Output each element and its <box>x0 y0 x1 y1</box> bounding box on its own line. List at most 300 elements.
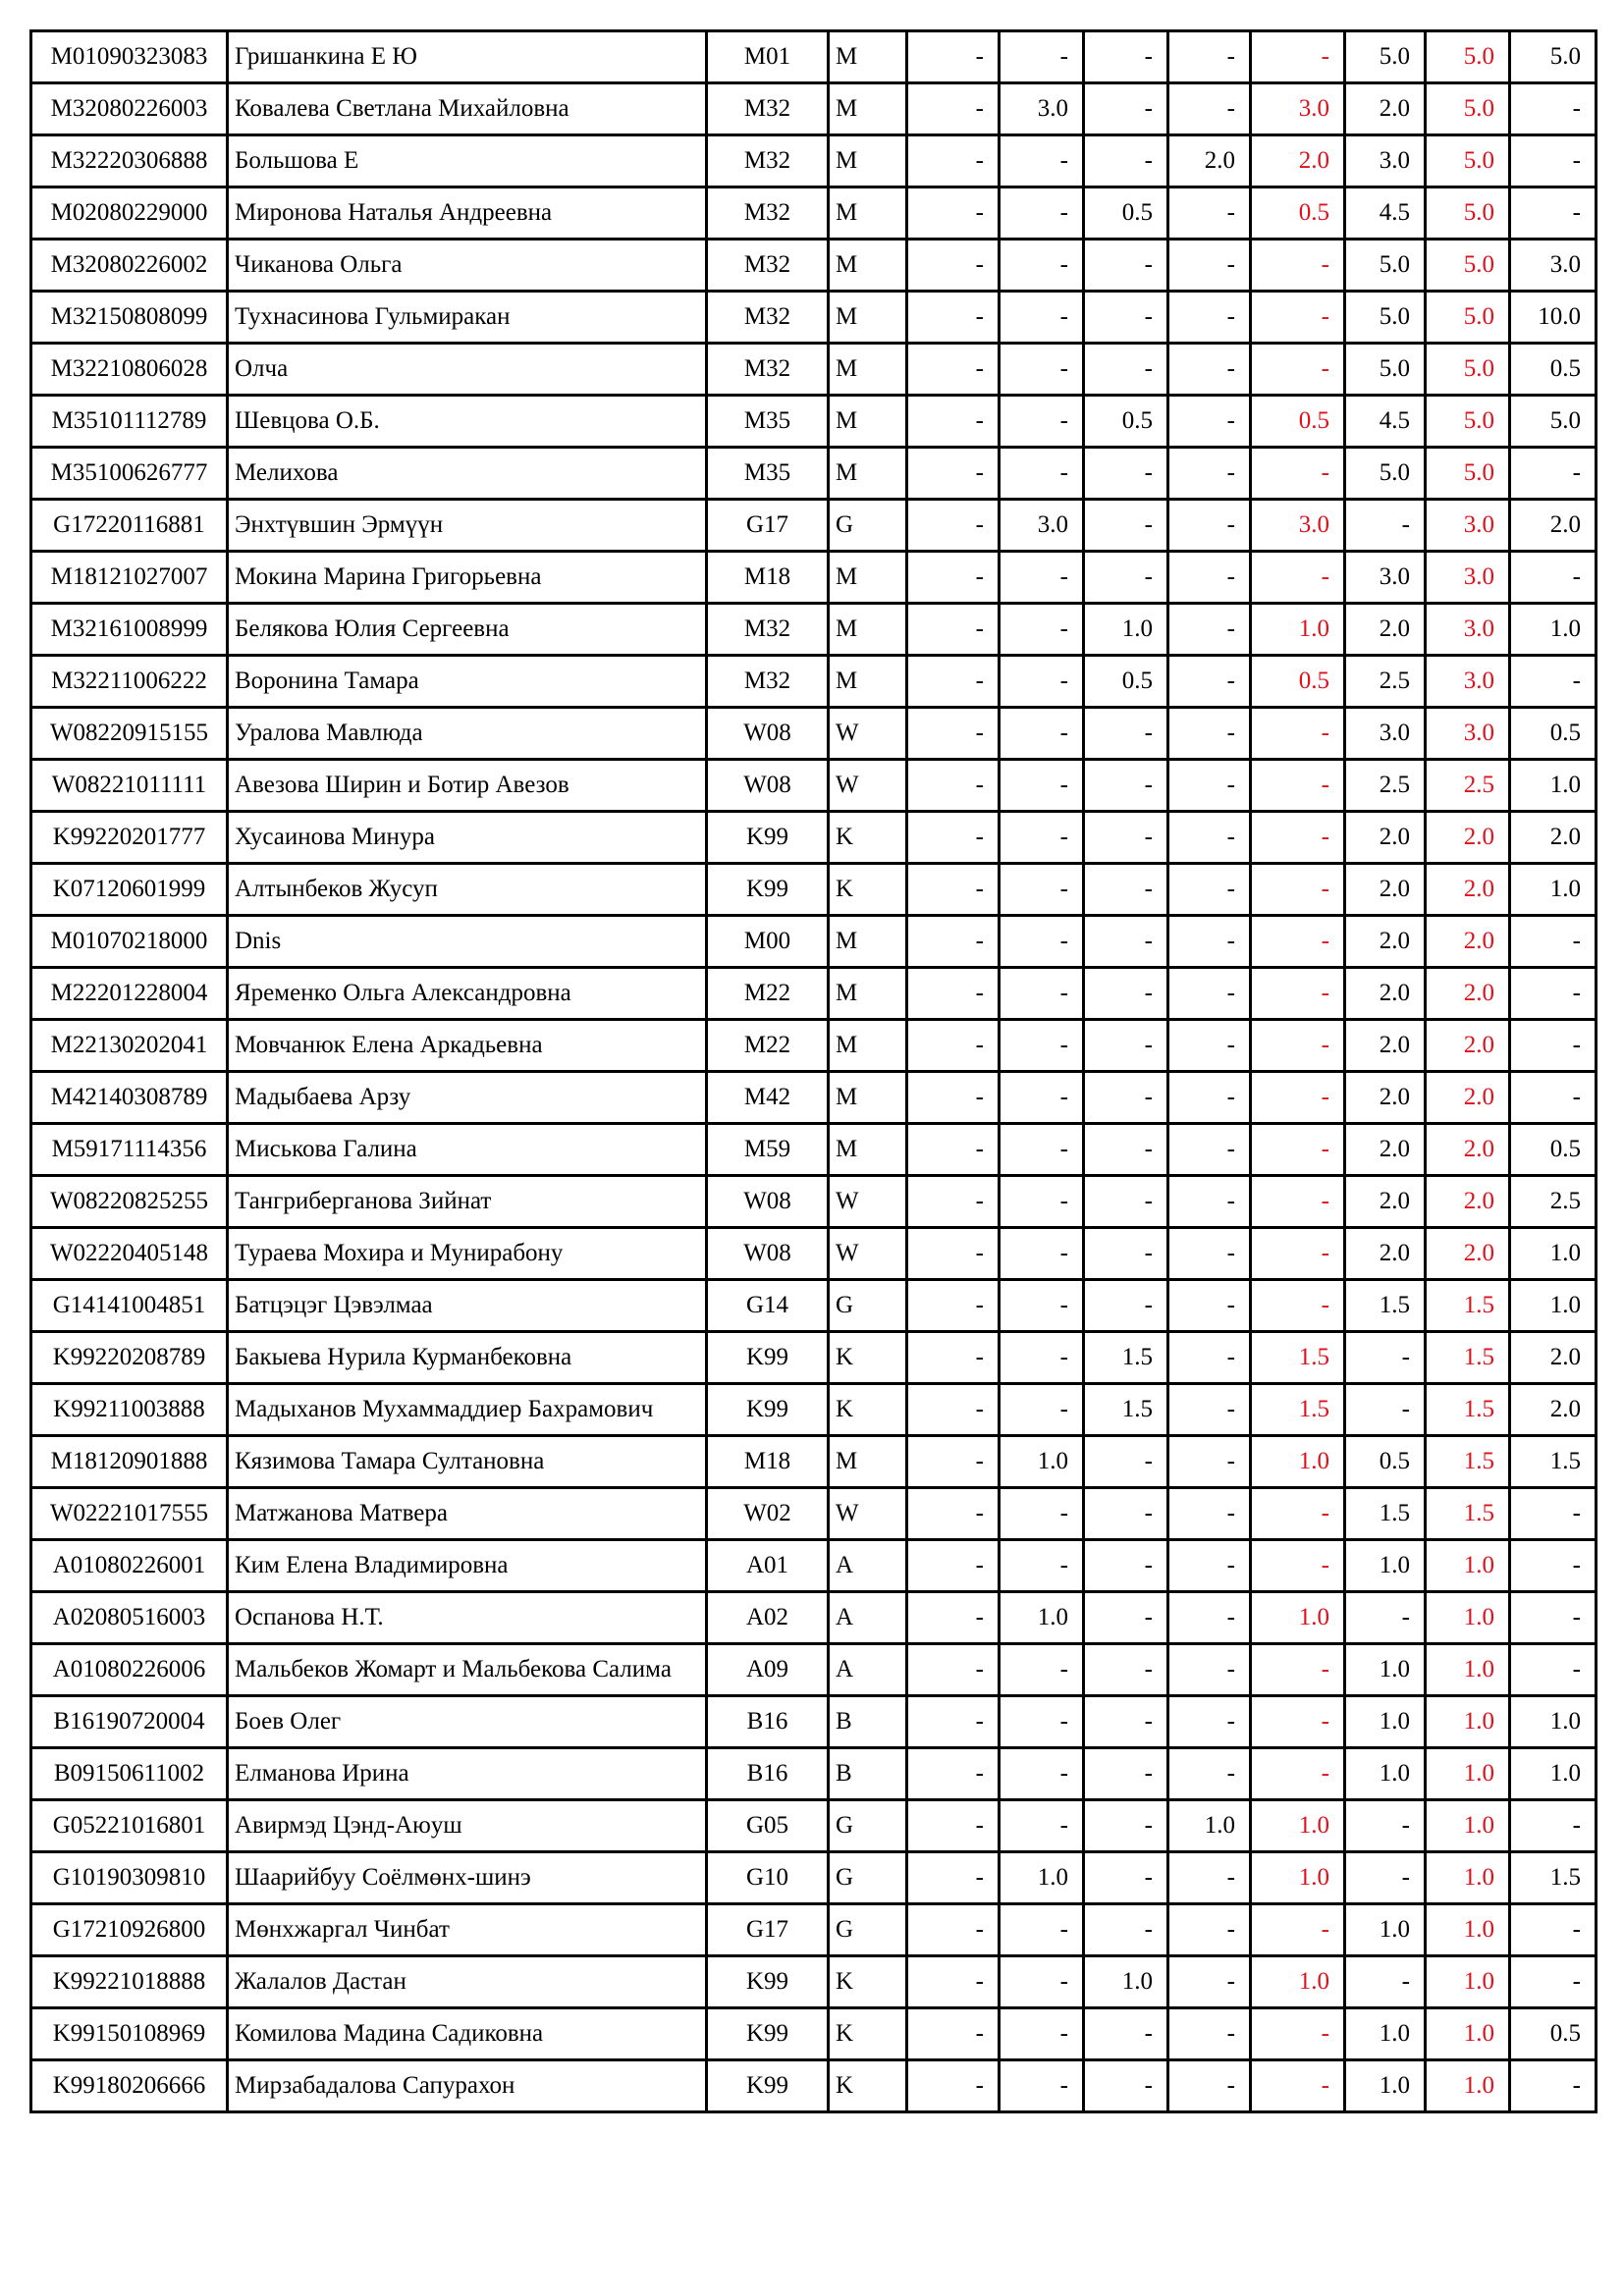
cell-c5: 5.0 <box>1345 240 1426 292</box>
cell-c1: - <box>907 1488 1000 1540</box>
cell-c5: - <box>1345 1800 1426 1852</box>
cell-sum_a: - <box>1251 864 1345 916</box>
cell-sum_a: 2.0 <box>1251 135 1345 187</box>
cell-c2: - <box>1000 135 1084 187</box>
cell-sum_a: - <box>1251 1124 1345 1176</box>
cell-total: 1.0 <box>1426 2008 1510 2060</box>
cell-id: M32220306888 <box>31 135 228 187</box>
cell-group: M <box>829 240 907 292</box>
cell-c4: - <box>1168 1540 1251 1592</box>
results-sheet <box>29 29 1595 2113</box>
cell-group: M <box>829 187 907 240</box>
cell-c1: - <box>907 1020 1000 1072</box>
cell-c2: - <box>1000 812 1084 864</box>
cell-c1: - <box>907 1540 1000 1592</box>
cell-name: Мадыбаева Арзу <box>228 1072 707 1124</box>
cell-c2: - <box>1000 552 1084 604</box>
cell-c3: - <box>1084 1124 1168 1176</box>
table-row <box>31 135 1597 187</box>
cell-c3: - <box>1084 1280 1168 1332</box>
cell-c1: - <box>907 1072 1000 1124</box>
cell-code: M32 <box>707 83 829 135</box>
cell-total: 1.0 <box>1426 1956 1510 2008</box>
cell-name: Авирмэд Цэнд-Аюуш <box>228 1800 707 1852</box>
cell-c4: - <box>1168 968 1251 1020</box>
cell-c2: - <box>1000 1072 1084 1124</box>
cell-total: 2.0 <box>1426 1072 1510 1124</box>
cell-c4: - <box>1168 1592 1251 1644</box>
cell-code: M00 <box>707 916 829 968</box>
cell-sum_a: - <box>1251 552 1345 604</box>
cell-name: Мальбеков Жомарт и Мальбекова Салима <box>228 1644 707 1696</box>
cell-c4: - <box>1168 1488 1251 1540</box>
cell-c5: 5.0 <box>1345 448 1426 500</box>
cell-c1: - <box>907 396 1000 448</box>
cell-code: A09 <box>707 1644 829 1696</box>
cell-sum_a: - <box>1251 812 1345 864</box>
cell-c2: - <box>1000 708 1084 760</box>
cell-c3: - <box>1084 1904 1168 1956</box>
cell-c4: - <box>1168 1904 1251 1956</box>
cell-c6: 1.0 <box>1510 1748 1597 1800</box>
table-row <box>31 604 1597 656</box>
cell-c1: - <box>907 760 1000 812</box>
cell-c4: - <box>1168 552 1251 604</box>
cell-c2: - <box>1000 1540 1084 1592</box>
cell-total: 3.0 <box>1426 604 1510 656</box>
cell-c2: - <box>1000 1228 1084 1280</box>
cell-c6: - <box>1510 1488 1597 1540</box>
cell-id: W08221011111 <box>31 760 228 812</box>
cell-c1: - <box>907 187 1000 240</box>
cell-total: 5.0 <box>1426 448 1510 500</box>
cell-id: G14141004851 <box>31 1280 228 1332</box>
cell-c2: - <box>1000 1748 1084 1800</box>
cell-sum_a: 1.5 <box>1251 1384 1345 1436</box>
cell-c6: - <box>1510 1956 1597 2008</box>
cell-c4: - <box>1168 448 1251 500</box>
cell-c2: - <box>1000 2060 1084 2112</box>
table-row <box>31 1644 1597 1696</box>
cell-total: 2.0 <box>1426 1124 1510 1176</box>
cell-c1: - <box>907 656 1000 708</box>
cell-group: M <box>829 604 907 656</box>
cell-c1: - <box>907 1332 1000 1384</box>
cell-c3: - <box>1084 1644 1168 1696</box>
cell-c3: 1.5 <box>1084 1332 1168 1384</box>
cell-sum_a: - <box>1251 1176 1345 1228</box>
cell-c3: 0.5 <box>1084 396 1168 448</box>
cell-group: M <box>829 968 907 1020</box>
cell-name: Комилова Мадина Садиковна <box>228 2008 707 2060</box>
cell-c6: 1.0 <box>1510 760 1597 812</box>
cell-c5: 1.0 <box>1345 1540 1426 1592</box>
cell-id: W02221017555 <box>31 1488 228 1540</box>
cell-c5: 4.5 <box>1345 396 1426 448</box>
cell-c2: - <box>1000 2008 1084 2060</box>
cell-c4: - <box>1168 1384 1251 1436</box>
cell-c4: - <box>1168 1332 1251 1384</box>
cell-id: G05221016801 <box>31 1800 228 1852</box>
cell-c4: - <box>1168 31 1251 83</box>
cell-id: G17220116881 <box>31 500 228 552</box>
cell-total: 2.0 <box>1426 812 1510 864</box>
cell-c1: - <box>907 1228 1000 1280</box>
cell-c1: - <box>907 31 1000 83</box>
cell-c1: - <box>907 812 1000 864</box>
cell-c6: 1.0 <box>1510 1280 1597 1332</box>
cell-group: M <box>829 292 907 344</box>
cell-group: W <box>829 760 907 812</box>
cell-c5: 2.0 <box>1345 1072 1426 1124</box>
cell-name: Белякова Юлия Сергеевна <box>228 604 707 656</box>
cell-group: A <box>829 1592 907 1644</box>
cell-c3: 1.0 <box>1084 604 1168 656</box>
cell-total: 2.0 <box>1426 916 1510 968</box>
cell-c4: - <box>1168 1956 1251 2008</box>
cell-c2: - <box>1000 1644 1084 1696</box>
cell-c6: 2.5 <box>1510 1176 1597 1228</box>
cell-c5: 1.5 <box>1345 1280 1426 1332</box>
cell-total: 1.5 <box>1426 1384 1510 1436</box>
cell-sum_a: 0.5 <box>1251 187 1345 240</box>
cell-c2: 1.0 <box>1000 1852 1084 1904</box>
cell-total: 3.0 <box>1426 552 1510 604</box>
cell-id: K07120601999 <box>31 864 228 916</box>
cell-name: Тангриберганова Зийнат <box>228 1176 707 1228</box>
cell-code: G17 <box>707 500 829 552</box>
cell-c1: - <box>907 604 1000 656</box>
cell-id: K99220201777 <box>31 812 228 864</box>
cell-c1: - <box>907 1800 1000 1852</box>
cell-c5: 2.0 <box>1345 1124 1426 1176</box>
cell-c2: - <box>1000 1384 1084 1436</box>
cell-c4: - <box>1168 916 1251 968</box>
cell-c4: - <box>1168 1696 1251 1748</box>
cell-c2: - <box>1000 604 1084 656</box>
cell-c3: - <box>1084 1072 1168 1124</box>
cell-c1: - <box>907 552 1000 604</box>
cell-c6: - <box>1510 1644 1597 1696</box>
cell-group: M <box>829 448 907 500</box>
cell-group: M <box>829 1072 907 1124</box>
cell-c3: 1.5 <box>1084 1384 1168 1436</box>
table-row <box>31 448 1597 500</box>
cell-c6: - <box>1510 968 1597 1020</box>
cell-c6: 1.0 <box>1510 864 1597 916</box>
table-row <box>31 396 1597 448</box>
cell-group: K <box>829 864 907 916</box>
cell-c2: 1.0 <box>1000 1592 1084 1644</box>
cell-group: M <box>829 135 907 187</box>
cell-c3: - <box>1084 1488 1168 1540</box>
cell-c1: - <box>907 1436 1000 1488</box>
cell-c6: - <box>1510 83 1597 135</box>
cell-id: W02220405148 <box>31 1228 228 1280</box>
cell-id: M35100626777 <box>31 448 228 500</box>
cell-code: W08 <box>707 1176 829 1228</box>
cell-c6: - <box>1510 135 1597 187</box>
cell-total: 2.0 <box>1426 864 1510 916</box>
cell-c3: - <box>1084 240 1168 292</box>
cell-c6: 0.5 <box>1510 344 1597 396</box>
cell-c6: - <box>1510 656 1597 708</box>
cell-code: M42 <box>707 1072 829 1124</box>
cell-c5: 3.0 <box>1345 135 1426 187</box>
cell-name: Бакыева Нурила Курманбековна <box>228 1332 707 1384</box>
cell-group: M <box>829 1436 907 1488</box>
cell-c4: - <box>1168 2060 1251 2112</box>
cell-total: 5.0 <box>1426 83 1510 135</box>
cell-c2: - <box>1000 968 1084 1020</box>
cell-group: M <box>829 552 907 604</box>
cell-c3: - <box>1084 916 1168 968</box>
cell-c3: - <box>1084 1540 1168 1592</box>
cell-c1: - <box>907 1696 1000 1748</box>
cell-c1: - <box>907 2060 1000 2112</box>
cell-sum_a: 1.0 <box>1251 1956 1345 2008</box>
cell-name: Яременко Ольга Александровна <box>228 968 707 1020</box>
cell-c5: 2.0 <box>1345 1020 1426 1072</box>
cell-c2: - <box>1000 1800 1084 1852</box>
cell-group: B <box>829 1748 907 1800</box>
cell-sum_a: - <box>1251 2060 1345 2112</box>
cell-group: G <box>829 1800 907 1852</box>
cell-c4: - <box>1168 708 1251 760</box>
cell-id: M42140308789 <box>31 1072 228 1124</box>
cell-group: K <box>829 2008 907 2060</box>
cell-sum_a: - <box>1251 1072 1345 1124</box>
cell-c5: 2.0 <box>1345 968 1426 1020</box>
cell-group: M <box>829 1124 907 1176</box>
cell-c1: - <box>907 1644 1000 1696</box>
table-row <box>31 760 1597 812</box>
cell-code: M18 <box>707 1436 829 1488</box>
cell-group: M <box>829 1020 907 1072</box>
cell-code: K99 <box>707 1332 829 1384</box>
cell-code: K99 <box>707 1956 829 2008</box>
table-row <box>31 1488 1597 1540</box>
cell-name: Тухнасинова Гульмиракан <box>228 292 707 344</box>
cell-c6: 5.0 <box>1510 31 1597 83</box>
cell-code: W08 <box>707 760 829 812</box>
table-row <box>31 1384 1597 1436</box>
cell-c6: - <box>1510 2060 1597 2112</box>
cell-c2: - <box>1000 1124 1084 1176</box>
cell-c6: 2.0 <box>1510 1384 1597 1436</box>
cell-total: 1.5 <box>1426 1436 1510 1488</box>
cell-c1: - <box>907 1280 1000 1332</box>
cell-c5: 2.5 <box>1345 656 1426 708</box>
cell-sum_a: - <box>1251 1228 1345 1280</box>
cell-c3: - <box>1084 83 1168 135</box>
cell-c3: - <box>1084 968 1168 1020</box>
cell-name: Кязимова Тамара Султановна <box>228 1436 707 1488</box>
cell-sum_a: - <box>1251 760 1345 812</box>
cell-id: G17210926800 <box>31 1904 228 1956</box>
cell-id: K99150108969 <box>31 2008 228 2060</box>
cell-id: M32210806028 <box>31 344 228 396</box>
cell-sum_a: - <box>1251 1488 1345 1540</box>
cell-code: M32 <box>707 240 829 292</box>
cell-group: K <box>829 812 907 864</box>
cell-c5: 2.0 <box>1345 916 1426 968</box>
cell-c5: 1.0 <box>1345 1644 1426 1696</box>
cell-c6: - <box>1510 1072 1597 1124</box>
cell-code: G17 <box>707 1904 829 1956</box>
cell-sum_a: - <box>1251 448 1345 500</box>
cell-total: 5.0 <box>1426 292 1510 344</box>
cell-group: A <box>829 1644 907 1696</box>
table-row <box>31 31 1597 83</box>
cell-code: G05 <box>707 1800 829 1852</box>
cell-c5: 2.0 <box>1345 83 1426 135</box>
cell-code: B16 <box>707 1748 829 1800</box>
cell-sum_a: 0.5 <box>1251 396 1345 448</box>
cell-id: M02080229000 <box>31 187 228 240</box>
cell-c1: - <box>907 708 1000 760</box>
cell-group: M <box>829 344 907 396</box>
cell-c3: - <box>1084 1852 1168 1904</box>
cell-group: G <box>829 1852 907 1904</box>
cell-c1: - <box>907 240 1000 292</box>
cell-c3: - <box>1084 2008 1168 2060</box>
cell-sum_a: 0.5 <box>1251 656 1345 708</box>
cell-sum_a: - <box>1251 916 1345 968</box>
cell-id: M18120901888 <box>31 1436 228 1488</box>
cell-c3: - <box>1084 292 1168 344</box>
cell-code: B16 <box>707 1696 829 1748</box>
cell-c2: - <box>1000 187 1084 240</box>
table-row <box>31 864 1597 916</box>
cell-total: 1.5 <box>1426 1332 1510 1384</box>
cell-c5: 2.0 <box>1345 604 1426 656</box>
cell-id: K99180206666 <box>31 2060 228 2112</box>
cell-code: K99 <box>707 812 829 864</box>
cell-c6: 2.0 <box>1510 1332 1597 1384</box>
cell-c2: - <box>1000 1020 1084 1072</box>
cell-c6: 1.5 <box>1510 1852 1597 1904</box>
cell-total: 1.0 <box>1426 1696 1510 1748</box>
table-row <box>31 1696 1597 1748</box>
cell-name: Мирзабадалова Сапурахон <box>228 2060 707 2112</box>
cell-c6: 1.0 <box>1510 604 1597 656</box>
table-row <box>31 1228 1597 1280</box>
cell-id: M32080226003 <box>31 83 228 135</box>
table-row <box>31 1436 1597 1488</box>
cell-name: Воронина Тамара <box>228 656 707 708</box>
cell-c1: - <box>907 1592 1000 1644</box>
cell-c2: - <box>1000 1904 1084 1956</box>
cell-code: M35 <box>707 448 829 500</box>
cell-c5: 2.0 <box>1345 1176 1426 1228</box>
cell-c4: - <box>1168 656 1251 708</box>
cell-c3: - <box>1084 31 1168 83</box>
cell-group: G <box>829 500 907 552</box>
cell-id: M22201228004 <box>31 968 228 1020</box>
cell-c1: - <box>907 344 1000 396</box>
cell-total: 2.5 <box>1426 760 1510 812</box>
cell-name: Батцэцэг Цэвэлмаа <box>228 1280 707 1332</box>
cell-total: 5.0 <box>1426 187 1510 240</box>
cell-c2: - <box>1000 864 1084 916</box>
cell-name: Оспанова Н.Т. <box>228 1592 707 1644</box>
cell-c4: - <box>1168 1280 1251 1332</box>
cell-c1: - <box>907 292 1000 344</box>
cell-c4: 2.0 <box>1168 135 1251 187</box>
cell-c3: - <box>1084 2060 1168 2112</box>
table-row <box>31 1748 1597 1800</box>
cell-group: W <box>829 1488 907 1540</box>
cell-group: M <box>829 656 907 708</box>
cell-group: K <box>829 1384 907 1436</box>
cell-name: Олча <box>228 344 707 396</box>
cell-c2: - <box>1000 656 1084 708</box>
cell-sum_a: - <box>1251 1696 1345 1748</box>
cell-c5: - <box>1345 500 1426 552</box>
cell-c5: 2.0 <box>1345 864 1426 916</box>
cell-id: A02080516003 <box>31 1592 228 1644</box>
cell-name: Энхтүвшин Эрмүүн <box>228 500 707 552</box>
cell-id: M32161008999 <box>31 604 228 656</box>
cell-sum_a: 1.5 <box>1251 1332 1345 1384</box>
cell-c2: - <box>1000 916 1084 968</box>
cell-sum_a: 1.0 <box>1251 1592 1345 1644</box>
cell-c2: - <box>1000 760 1084 812</box>
cell-id: M59171114356 <box>31 1124 228 1176</box>
cell-c2: - <box>1000 1956 1084 2008</box>
cell-id: M32080226002 <box>31 240 228 292</box>
cell-sum_a: - <box>1251 968 1345 1020</box>
cell-total: 1.0 <box>1426 1748 1510 1800</box>
table-row <box>31 1072 1597 1124</box>
cell-id: K99211003888 <box>31 1384 228 1436</box>
cell-id: A01080226006 <box>31 1644 228 1696</box>
cell-c1: - <box>907 1748 1000 1800</box>
cell-name: Елманова Ирина <box>228 1748 707 1800</box>
cell-c5: - <box>1345 1956 1426 2008</box>
cell-c2: 3.0 <box>1000 83 1084 135</box>
cell-c3: - <box>1084 1228 1168 1280</box>
cell-c3: - <box>1084 1592 1168 1644</box>
cell-c2: - <box>1000 344 1084 396</box>
cell-c5: 1.0 <box>1345 2060 1426 2112</box>
cell-code: K99 <box>707 1384 829 1436</box>
cell-total: 3.0 <box>1426 656 1510 708</box>
cell-sum_a: - <box>1251 240 1345 292</box>
table-row <box>31 240 1597 292</box>
cell-id: M01090323083 <box>31 31 228 83</box>
cell-name: Матжанова Матвера <box>228 1488 707 1540</box>
cell-total: 1.0 <box>1426 1644 1510 1696</box>
cell-c4: - <box>1168 1020 1251 1072</box>
cell-group: M <box>829 83 907 135</box>
cell-code: M32 <box>707 187 829 240</box>
cell-c5: 1.0 <box>1345 2008 1426 2060</box>
cell-name: Мадыханов Мухаммаддиер Бахрамович <box>228 1384 707 1436</box>
cell-total: 1.5 <box>1426 1280 1510 1332</box>
cell-c4: - <box>1168 1852 1251 1904</box>
cell-total: 5.0 <box>1426 344 1510 396</box>
cell-c3: - <box>1084 1748 1168 1800</box>
cell-c2: - <box>1000 292 1084 344</box>
cell-id: M32150808099 <box>31 292 228 344</box>
table-row <box>31 968 1597 1020</box>
cell-sum_a: 3.0 <box>1251 500 1345 552</box>
cell-name: Ким Елена Владимировна <box>228 1540 707 1592</box>
cell-c6: 3.0 <box>1510 240 1597 292</box>
cell-group: G <box>829 1904 907 1956</box>
